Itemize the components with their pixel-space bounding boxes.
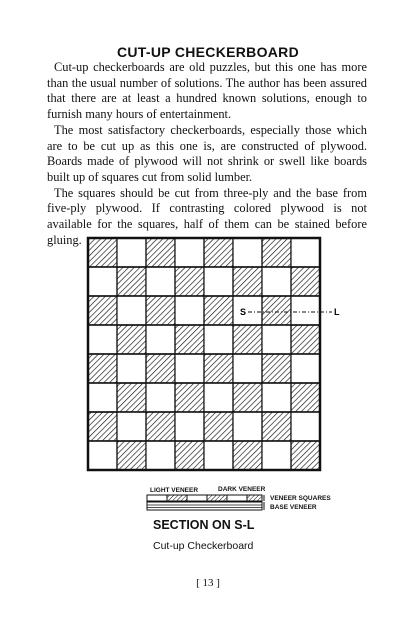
light-square <box>291 296 320 325</box>
light-square <box>204 267 233 296</box>
light-square <box>88 441 117 470</box>
dark-square <box>175 325 204 354</box>
dark-square <box>233 325 262 354</box>
light-square <box>262 325 291 354</box>
section-title: SECTION ON S-L <box>153 518 255 532</box>
light-square <box>117 238 146 267</box>
light-square <box>262 267 291 296</box>
paragraph-3: The squares should be cut from three-ply and the base from five-ply plywood. If contrasting colored plywood is not available for the squares, half of them can be stained before gluing. <box>47 185 367 247</box>
dark-square <box>262 238 291 267</box>
dark-square <box>233 383 262 412</box>
light-square <box>204 325 233 354</box>
light-square <box>204 441 233 470</box>
dark-square <box>291 383 320 412</box>
light-square <box>146 441 175 470</box>
light-square <box>291 354 320 383</box>
dark-square <box>204 354 233 383</box>
dark-square <box>262 296 291 325</box>
dark-square <box>291 441 320 470</box>
body-text <box>47 60 367 248</box>
dark-square <box>175 441 204 470</box>
label-light-veneer: LIGHT VENEER <box>150 487 199 494</box>
paragraph-1: Cut-up checkerboards are old puzzles, but this one has more than the usual number of solutions. The author has been assured that there are at least a hundred known solutions, enough to furnish many hours of entertainment. <box>47 60 367 122</box>
light-square <box>117 296 146 325</box>
dark-square <box>146 296 175 325</box>
label-dark-veneer: DARK VENEER <box>218 486 266 493</box>
label-veneer-squares: VENEER SQUARES <box>270 495 331 502</box>
light-square <box>146 267 175 296</box>
light-square <box>175 354 204 383</box>
light-square <box>146 383 175 412</box>
page-number: [ 13 ] <box>196 577 220 589</box>
dark-square <box>204 296 233 325</box>
light-square <box>262 441 291 470</box>
light-square <box>117 354 146 383</box>
dark-square <box>291 325 320 354</box>
dark-square <box>291 267 320 296</box>
light-square <box>175 238 204 267</box>
dark-square <box>88 296 117 325</box>
dark-square <box>233 267 262 296</box>
light-square <box>146 325 175 354</box>
dark-square <box>88 412 117 441</box>
dark-square <box>117 383 146 412</box>
light-square <box>291 412 320 441</box>
dark-square <box>262 412 291 441</box>
dark-square <box>146 412 175 441</box>
dark-square <box>204 412 233 441</box>
dark-square <box>117 267 146 296</box>
section-marker-l: L <box>334 307 340 317</box>
light-square <box>88 325 117 354</box>
light-square <box>88 383 117 412</box>
light-square <box>175 412 204 441</box>
light-square <box>88 267 117 296</box>
checkerboard-diagram <box>86 236 362 472</box>
light-square <box>233 354 262 383</box>
dark-square <box>175 267 204 296</box>
dark-square <box>117 325 146 354</box>
dark-square <box>233 441 262 470</box>
light-square <box>175 296 204 325</box>
dark-square <box>146 238 175 267</box>
light-square <box>117 412 146 441</box>
dark-square <box>146 354 175 383</box>
section-marker-s: S <box>240 307 247 317</box>
dark-square <box>204 238 233 267</box>
dark-square <box>175 383 204 412</box>
light-square <box>262 383 291 412</box>
dark-square <box>117 441 146 470</box>
section-diagram <box>146 493 270 513</box>
page-title: CUT-UP CHECKERBOARD <box>116 44 299 60</box>
light-square <box>204 383 233 412</box>
light-square <box>233 238 262 267</box>
light-square <box>233 412 262 441</box>
dark-square <box>262 354 291 383</box>
dark-square <box>88 238 117 267</box>
light-square <box>291 238 320 267</box>
paragraph-2: The most satisfactory checkerboards, especially those which are to be cut up as this one is, are constructed of plywood. Boards made of plywood will not shrink or swell like boards built up of squares cut from solid lumber. <box>47 122 367 184</box>
label-base-veneer: BASE VENEER <box>270 504 317 511</box>
figure-caption: Cut-up Checkerboard <box>153 540 254 552</box>
light-square <box>233 296 262 325</box>
dark-square <box>88 354 117 383</box>
